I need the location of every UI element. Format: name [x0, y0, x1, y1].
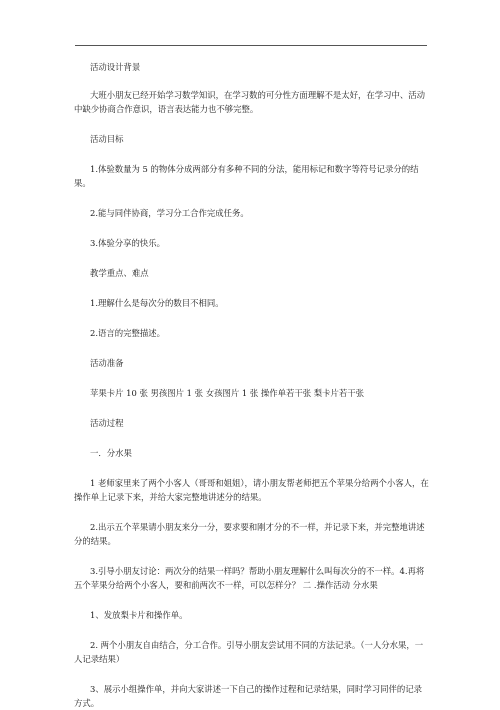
section-title-background: 活动设计背景	[90, 62, 141, 72]
header-rule	[75, 45, 427, 46]
goal-item-1: 1.体验数量为 5 的物体分成两部分有多种不同的分法，能用标记和数字等符号记录分的结果。	[74, 164, 419, 188]
process-step-1: 一．分水果	[90, 448, 132, 458]
process-step-1-1: 1 老师家里来了两个小客人（哥哥和姐姐），请小朋友帮老师把五个苹果分给两个小客人，在操作单上记录下来，并给大家完整地讲述分的结果。	[74, 478, 429, 502]
section-title-focus: 教学重点、难点	[90, 268, 149, 278]
focus-item-2: 2.语言的完整描述。	[90, 328, 165, 338]
background-paragraph: 大班小朋友已经开始学习数学知识，在学习数的可分性方面理解不是太好，在学习中、活动中缺少协商合作意识，语言表达能力也不够完整。	[74, 90, 425, 114]
goal-item-2: 2.能与同伴协商，学习分工合作完成任务。	[90, 208, 249, 218]
section-title-preparation: 活动准备	[90, 358, 124, 368]
process-step-1-3: 3.引导小朋友讨论：两次分的结果一样吗？帮助小朋友理解什么叫每次分的不一样。4.再将五个苹果分给两个小客人，要和前两次不一样，可以怎样分？ 二 .操作活动 分水果	[74, 566, 425, 590]
goal-item-3: 3.体验分享的快乐。	[90, 238, 165, 248]
process-step-2-2: 2. 两个小朋友自由结合，分工合作。引导小朋友尝试用不同的方法记录。（一人分水果，一人记录结果）	[74, 640, 424, 664]
document-body	[74, 60, 430, 710]
section-title-process: 活动过程	[90, 418, 124, 428]
process-step-1-2: 2.出示五个苹果请小朋友来分一分，要求要和刚才分的不一样，并记录下来，并完整地讲述分的结果。	[74, 522, 425, 546]
process-step-2-3: 3、展示小组操作单，并向大家讲述一下自己的操作过程和记录结果，同时学习同伴的记录方式。	[74, 684, 422, 708]
focus-item-1: 1.理解什么是每次分的数目不相同。	[90, 298, 224, 308]
section-title-goals: 活动目标	[90, 134, 124, 144]
preparation-paragraph: 苹果卡片 10 张 男孩图片 1 张 女孩图片 1 张 操作单若干张 梨卡片若干张	[90, 388, 365, 398]
process-step-2-1: 1、发放梨卡片和操作单。	[90, 610, 188, 620]
